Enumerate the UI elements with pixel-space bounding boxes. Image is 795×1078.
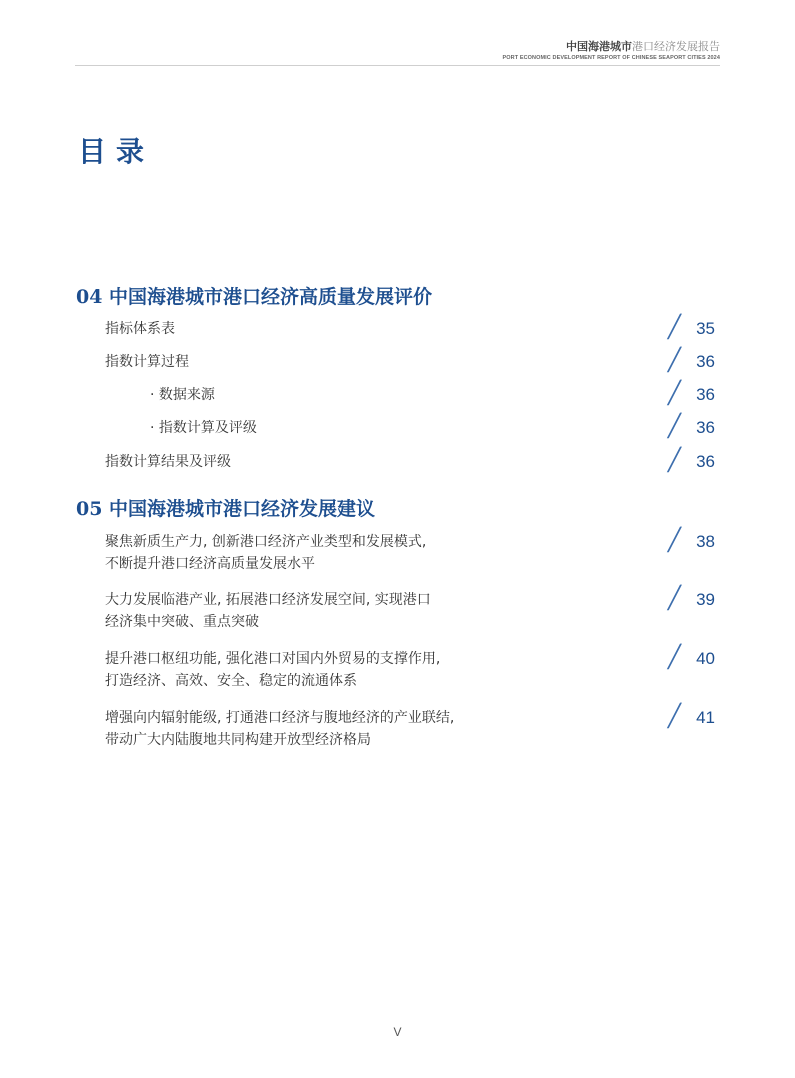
toc-entry[interactable] (105, 315, 715, 340)
toc-entry[interactable] (105, 704, 715, 751)
toc-entry-label-line1: 提升港口枢纽功能, 强化港口对国内外贸易的支撑作用, (105, 651, 441, 667)
toc-entry-label (105, 528, 715, 575)
toc-entry[interactable] (105, 645, 715, 692)
toc-entry-label: · 指数计算及评级 (150, 420, 257, 436)
slash-divider-icon: ╱ (667, 381, 681, 406)
slash-divider-icon: ╱ (667, 528, 681, 553)
toc-entry-label-line1: 聚焦新质生产力, 创新港口经济产业类型和发展模式, (105, 534, 427, 550)
toc-entry-page: 38 (696, 532, 715, 551)
toc-entry-label: 指数计算过程 (105, 354, 189, 370)
toc-entry-page: 36 (696, 352, 715, 371)
toc-entry-page: 36 (696, 452, 715, 471)
toc-entry-page: 39 (696, 590, 715, 609)
toc-entry-label (105, 704, 715, 751)
running-header (75, 40, 720, 66)
slash-divider-icon: ╱ (667, 645, 681, 670)
toc-entry-label: 指数计算结果及评级 (105, 454, 231, 470)
toc-entry[interactable] (105, 448, 715, 473)
report-subtitle-english: PORT ECONOMIC DEVELOPMENT REPORT OF CHINESE SEAPORT CITIES 2024 (502, 55, 720, 61)
toc-entry-label-line2: 带动广大内陆腹地共同构建开放型经济格局 (105, 732, 371, 748)
toc-entry-page: 40 (696, 649, 715, 668)
report-title (75, 40, 720, 54)
slash-divider-icon: ╱ (667, 414, 681, 439)
section-heading-04: 04 中国海港城市港口经济高质量发展评价 (76, 286, 433, 308)
toc-entry-label-line2: 不断提升港口经济高质量发展水平 (105, 556, 315, 572)
slash-divider-icon: ╱ (667, 586, 681, 611)
report-title-light: 港口经济发展报告 (632, 40, 720, 53)
toc-entry-page: 41 (696, 708, 715, 727)
toc-entry[interactable] (105, 528, 715, 575)
toc-entry[interactable] (105, 586, 715, 633)
slash-divider-icon: ╱ (667, 448, 681, 473)
toc-entry-label-line1: 大力发展临港产业, 拓展港口经济发展空间, 实现港口 (105, 592, 431, 608)
page-number: V (393, 1025, 402, 1039)
header-divider (75, 65, 720, 66)
toc-entry-label (105, 645, 715, 692)
toc-entry-page: 36 (696, 385, 715, 404)
toc-entry-label: · 数据来源 (150, 387, 215, 403)
toc-entry-label-line1: 增强向内辐射能级, 打通港口经济与腹地经济的产业联结, (105, 710, 455, 726)
toc-entry-page: 35 (696, 319, 715, 338)
toc-entry-label-line2: 打造经济、高效、安全、稳定的流通体系 (105, 673, 357, 689)
report-title-bold: 中国海港城市 (566, 40, 632, 53)
slash-divider-icon: ╱ (667, 704, 681, 729)
toc-entry-label (105, 586, 715, 633)
toc-subentry[interactable] (105, 414, 715, 439)
toc-entry[interactable] (105, 348, 715, 373)
slash-divider-icon: ╱ (667, 315, 681, 340)
toc-entry-page: 36 (696, 418, 715, 437)
section-heading-05: 05 中国海港城市港口经济发展建议 (76, 498, 376, 520)
toc-entry-label: 指标体系表 (105, 321, 175, 337)
slash-divider-icon: ╱ (667, 348, 681, 373)
toc-subentry[interactable] (105, 381, 715, 406)
toc-entry-label-line2: 经济集中突破、重点突破 (105, 614, 259, 630)
toc-title: 目录 (78, 135, 155, 168)
